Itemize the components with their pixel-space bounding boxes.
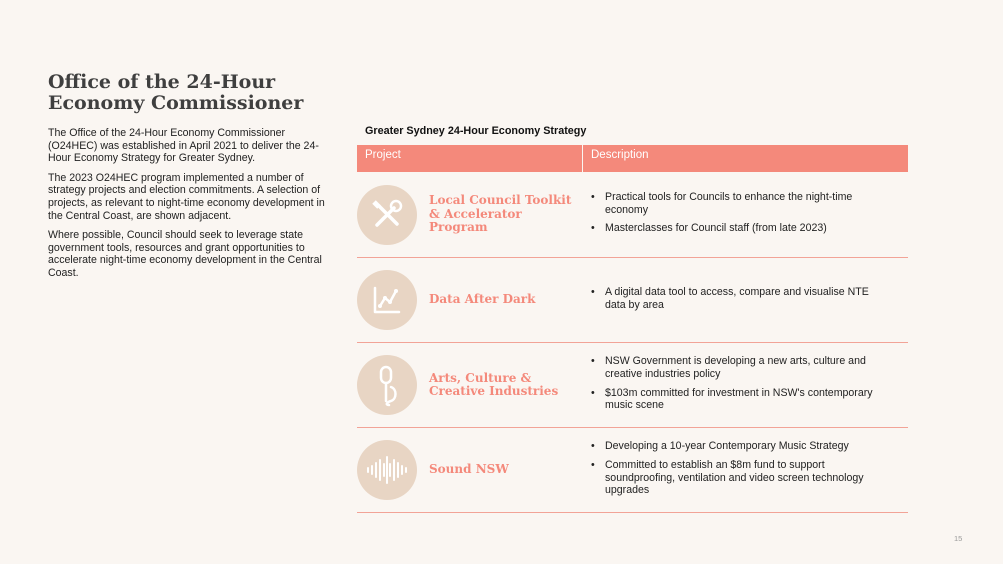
project-description <box>583 352 908 417</box>
project-name: Local Council Toolkit & Accelerator Program <box>429 193 572 235</box>
intro-paragraph: The 2023 O24HEC program implemented a number of strategy projects and election commitments. A selection of projects, as relevant to night-time economy development in the Central Coast, are shown adjacent. <box>48 171 325 222</box>
intro-paragraph: Where possible, Council should seek to leverage state government tools, resources and grant opportunities to accelerate night-time economy development in the Central Coast. <box>48 229 322 279</box>
project-description <box>583 188 908 241</box>
page-title: Office of the 24-Hour Economy Commissioner <box>48 71 304 114</box>
table-title: Greater Sydney 24-Hour Economy Strategy <box>365 125 587 137</box>
bullet-item: • Masterclasses for Council staff (from late 2023) <box>591 222 891 235</box>
tools-icon <box>357 185 417 245</box>
microphone-icon <box>357 355 417 415</box>
page-number: 15 <box>954 534 963 543</box>
intro-text <box>48 127 330 287</box>
project-name: Sound NSW <box>429 462 509 477</box>
bullet-item: • A digital data tool to access, compare and visualise NTE data by area <box>591 286 891 311</box>
chart-icon <box>357 270 417 330</box>
intro-paragraph: The Office of the 24-Hour Economy Commissioner (O24HEC) was established in April 2021 to deliver the 24-Hour Economy Strategy for Greater Sydney. <box>48 127 319 165</box>
header-description: Description <box>591 149 649 161</box>
table-row <box>357 258 908 343</box>
project-description <box>583 283 908 317</box>
strategy-table <box>357 145 908 513</box>
soundwave-icon <box>357 440 417 500</box>
table-header <box>357 145 908 172</box>
bullet-item: • NSW Government is developing a new arts, culture and creative industries policy <box>591 355 891 380</box>
table-row <box>357 343 908 428</box>
project-name: Data After Dark <box>429 292 536 307</box>
table-row <box>357 172 908 258</box>
bullet-item: • Committed to establish an $8m fund to support soundproofing, ventilation and video screen technology upgrades <box>591 459 891 497</box>
table-row <box>357 428 908 513</box>
header-project: Project <box>357 145 583 172</box>
bullet-item: • Developing a 10-year Contemporary Music Strategy <box>591 440 891 453</box>
project-name: Arts, Culture & Creative Industries <box>429 370 559 398</box>
bullet-item: • $103m committed for investment in NSW's contemporary music scene <box>591 387 891 412</box>
bullet-item: • Practical tools for Councils to enhance the night-time economy <box>591 191 891 216</box>
project-description <box>583 437 908 502</box>
